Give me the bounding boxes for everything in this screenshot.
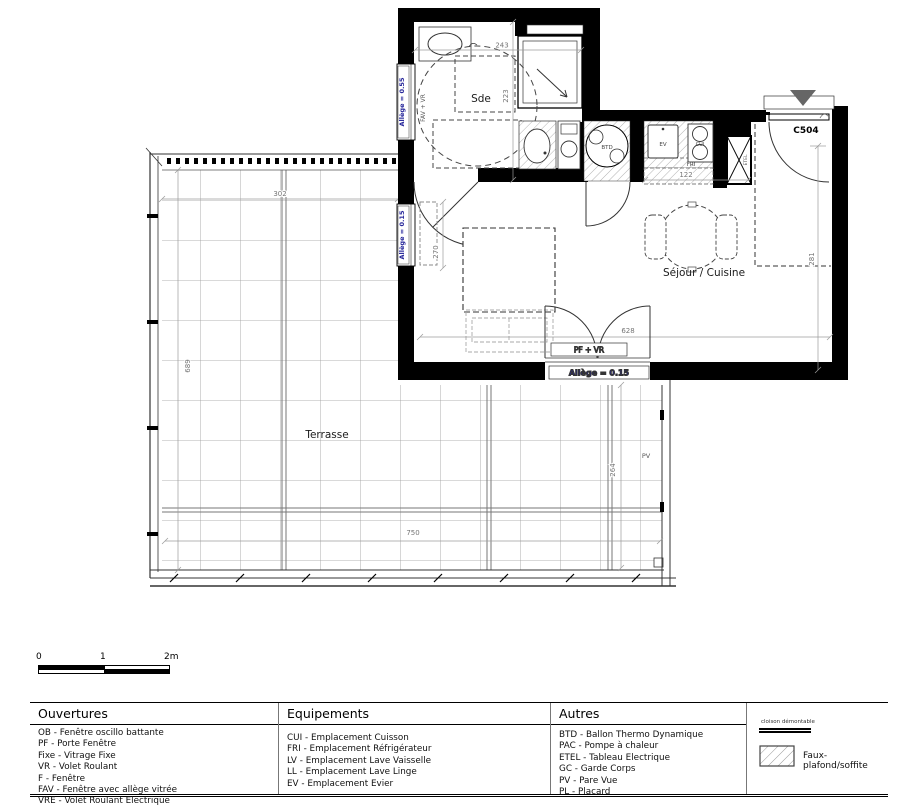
- vanity: [519, 121, 556, 169]
- dining-table: [645, 202, 737, 272]
- dim-122: 122: [679, 171, 693, 179]
- window-bathroom: [397, 64, 427, 140]
- legend-item: PV - Pare Vue: [559, 775, 618, 786]
- legend-item: PL - Placard: [559, 787, 611, 798]
- pf-vr-label: PF + VR: [573, 345, 605, 355]
- legend-equipements-title: Equipements: [279, 704, 550, 725]
- legend-item: VRE - Volet Roulant Electrique: [38, 796, 170, 807]
- closet-door: [586, 182, 630, 226]
- entry-door-leaf: [769, 114, 829, 120]
- dim-264: 264: [609, 463, 617, 477]
- terrace-left-rail: [146, 148, 162, 578]
- allege-015-bottom-label: Allège = 0.15: [568, 368, 630, 378]
- sofa: [466, 310, 553, 352]
- faux-plafond-symbol: [759, 745, 795, 767]
- faux-plafond-label: Faux-plafond/soffite: [803, 751, 868, 771]
- terrace-tiles-bottom: [398, 385, 662, 570]
- living-room: [417, 199, 833, 352]
- legend-ouvertures-title: Ouvertures: [30, 704, 278, 725]
- cooktop-label: CUI: [695, 142, 705, 148]
- faux-plafond-zone: [755, 124, 831, 266]
- legend-item: EV - Emplacement Evier: [287, 778, 394, 789]
- toilet: [558, 121, 580, 169]
- dim-689: 689: [184, 359, 192, 373]
- dim-628: 628: [621, 327, 635, 335]
- dim-281: 281: [808, 252, 816, 266]
- legend-autres-title: Autres: [551, 704, 746, 725]
- dim-243: 243: [495, 41, 509, 50]
- pv-label: PV: [641, 452, 651, 460]
- dim-302: 302: [273, 190, 287, 198]
- allege-015-left-label: Allège = 0.15: [398, 210, 406, 260]
- terrace-right-rail: [660, 380, 670, 586]
- legend-item: CUI - Emplacement Cuisson: [287, 733, 409, 743]
- terrace-top-rail: [150, 154, 400, 170]
- shower: [518, 36, 582, 108]
- scale-1: 1: [100, 652, 106, 662]
- btd-closet: [584, 121, 630, 226]
- fridge-label: FRI: [686, 162, 696, 168]
- legend-ouvertures: [30, 703, 278, 807]
- fav-vr-label: FAV + VR: [420, 94, 427, 122]
- legend-item: FAV - Fenêtre avec allège vitrée: [38, 785, 178, 796]
- legend-item: LV - Emplacement Lave Vaisselle: [287, 755, 432, 766]
- legend-item: OB - Fenêtre oscillo battante: [38, 728, 164, 738]
- legend-symbols: [746, 703, 888, 794]
- bed-zone: [463, 228, 555, 312]
- french-door: [545, 306, 650, 379]
- legend-item: PAC - Pompe à chaleur: [559, 741, 659, 752]
- legend-item: PF - Porte Fenêtre: [38, 739, 117, 750]
- chair: [645, 215, 666, 259]
- legend-equipements: [278, 703, 550, 794]
- legend-item: VR - Volet Roulant: [38, 762, 118, 773]
- cloison-demontable-symbol: [759, 728, 811, 733]
- window-living: [397, 204, 415, 266]
- cloison-demontable-label: cloison démontable: [761, 719, 815, 725]
- washbasin: [428, 33, 462, 55]
- etel-label: ETEL: [744, 154, 749, 166]
- btd-label: BTD: [601, 145, 613, 151]
- legend-item: ETEL - Tableau Electrique: [559, 752, 670, 763]
- scale-bar-graphic: [38, 665, 170, 674]
- allege-055-label: Allège = 0.55: [398, 77, 406, 127]
- legend-item: F - Fenêtre: [38, 773, 86, 784]
- legend-autres: [550, 703, 746, 798]
- legend-item: FRI - Emplacement Réfrigérateur: [287, 744, 432, 755]
- chair: [716, 215, 737, 259]
- legend-item: BTD - Ballon Thermo Dynamique: [559, 730, 704, 740]
- terrace-label: Terrasse: [305, 429, 349, 441]
- scale-bar: [36, 652, 186, 682]
- terrace-tiles-left: [162, 170, 398, 570]
- legend-item: LL - Emplacement Lave Linge: [287, 767, 417, 778]
- bathroom-label: Sde: [471, 93, 491, 105]
- unit-label: C504: [793, 126, 819, 136]
- clearance-zone-2: [433, 120, 521, 168]
- wall-niche: [527, 25, 583, 34]
- dim-223: 223: [502, 89, 510, 103]
- living-label: Séjour / Cuisine: [662, 267, 746, 279]
- scale-0: 0: [36, 652, 42, 662]
- legend-item: Fixe - Vitrage Fixe: [38, 750, 116, 761]
- dim-750: 750: [406, 529, 420, 537]
- entry: [755, 90, 834, 373]
- legend: [30, 702, 888, 807]
- scale-2m: 2m: [164, 652, 179, 662]
- sink-label: EV: [659, 142, 667, 148]
- legend-item: GC - Garde Corps: [559, 764, 636, 775]
- etel-box: [727, 136, 751, 184]
- dim-270: 270: [432, 245, 440, 259]
